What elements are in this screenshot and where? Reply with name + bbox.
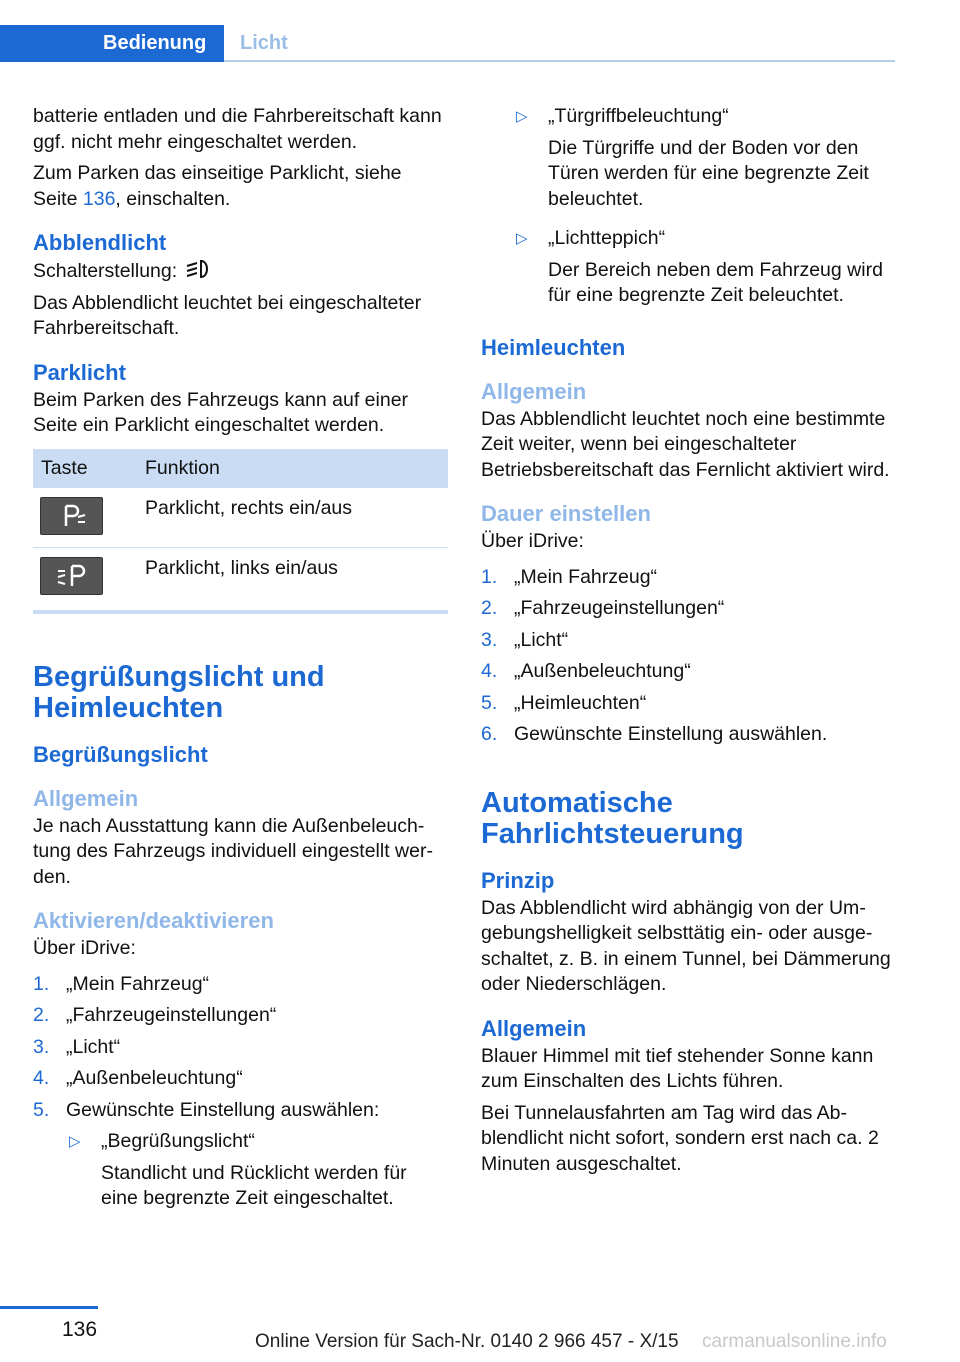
parking-light-left-icon (40, 557, 103, 595)
step-text: „Fahrzeugeinstellungen“ (514, 597, 725, 619)
paragraph: Das Abblendlicht leuchtet noch eine bestimmte Zeit weiter, wenn bei eingeschalteter Betriebsbereitschaft das Fernlicht aktiviert wird. (481, 407, 890, 481)
section-heading-heimleuchten: Heimleuchten (481, 334, 626, 360)
page-link[interactable]: 136 (82, 187, 116, 210)
triangle-bullet-icon: ▷ (516, 108, 528, 125)
list-item (33, 1003, 448, 1029)
option-title: „Lichtteppich“ (548, 227, 666, 249)
key-cell (33, 488, 141, 548)
paragraph: Über iDrive: (481, 530, 584, 552)
step-text: „Außenbeleuchtung“ (66, 1067, 243, 1089)
list-item (33, 1129, 448, 1212)
section-heading-allgemein: Allgemein (481, 1015, 587, 1041)
step-text: Gewünschte Einstellung auswählen. (514, 723, 828, 745)
right-column (481, 104, 896, 1183)
section-heading-prinzip: Prinzip (481, 867, 555, 893)
paragraph: Je nach Ausstattung kann die Außenbeleuchtung des Fahrzeugs individuell eingestellt werden. (33, 814, 433, 888)
option-title: „Begrüßungslicht“ (101, 1130, 255, 1152)
text: , einschalten. (115, 187, 231, 210)
step-number: 5. (33, 1098, 50, 1121)
sub-option-list (481, 104, 896, 309)
tab-bedienung[interactable]: Bedienung (0, 25, 224, 62)
section-heading-parklicht: Parklicht (33, 359, 126, 385)
table-header-row (33, 449, 448, 488)
list-item (481, 659, 896, 685)
switch-label: Schalterstellung: (33, 260, 178, 282)
sub-option-list (33, 1129, 448, 1212)
option-description: Die Türgriffe und der Boden vor den Türen werden für eine begrenzte Zeit beleuchtet. (548, 136, 869, 210)
left-column (33, 104, 448, 1220)
paragraph (33, 161, 448, 212)
step-number: 6. (481, 723, 498, 745)
subsection-heading-allgemein: Allgemein (33, 785, 139, 811)
low-beam-icon (183, 258, 213, 280)
step-text: „Heimleuchten“ (514, 691, 647, 714)
paragraph: Bei Tunnelausfahrten am Tag wird das Abblendlicht nicht sofort, sondern erst nach ca. 2 Minuten ausgeschaltet. (481, 1101, 879, 1175)
step-text: Gewünschte Einstellung auswählen: (66, 1098, 380, 1121)
option-title: „Türgriffbeleuchtung“ (548, 105, 729, 127)
subsection-heading-aktivieren: Aktivieren/deaktivieren (33, 908, 274, 933)
tab-licht[interactable]: Licht (240, 32, 288, 54)
column-header-funktion: Funktion (141, 449, 448, 488)
step-text: „Fahrzeugeinstellungen“ (66, 1004, 277, 1026)
page-number: 136 (62, 1318, 98, 1341)
step-number: 4. (33, 1067, 50, 1089)
page-header (0, 25, 895, 62)
step-text: „Außenbeleuchtung“ (514, 660, 691, 682)
triangle-bullet-icon: ▷ (516, 230, 528, 247)
column-header-taste: Taste (33, 449, 141, 488)
table-row (33, 488, 448, 548)
list-item (33, 1035, 448, 1061)
step-number: 4. (481, 660, 498, 682)
paragraph: Blauer Himmel mit tief stehender Sonne kann zum Einschalten des Lichts führen. (481, 1044, 874, 1092)
function-cell: Parklicht, links ein/aus (141, 548, 448, 612)
step-text: „Mein Fahrzeug“ (66, 972, 210, 995)
step-list (481, 565, 896, 748)
paragraph (33, 258, 448, 285)
triangle-bullet-icon: ▷ (69, 1133, 81, 1150)
list-item (33, 972, 448, 998)
step-text: „Mein Fahrzeug“ (514, 565, 658, 588)
step-list (33, 972, 448, 1124)
list-item (481, 596, 896, 622)
step-number: 1. (481, 565, 498, 588)
list-item (481, 104, 896, 212)
step-text: „Licht“ (514, 628, 569, 651)
step-text: „Licht“ (66, 1035, 121, 1058)
step-number: 2. (33, 1004, 50, 1026)
step-number: 5. (481, 691, 498, 714)
list-item (481, 565, 896, 591)
subsection-heading-dauer: Dauer einstellen (481, 501, 651, 526)
subsection-heading-allgemein: Allgemein (481, 378, 587, 404)
option-description: Standlicht und Rücklicht werden für eine begrenzte Zeit eingeschaltet. (101, 1161, 407, 1209)
step-number: 3. (481, 628, 498, 651)
footer-online-version: Online Version für Sach-Nr. 0140 2 966 457 - X/15 (255, 1331, 679, 1352)
text: Zum Parken das einseitige Parklicht, siehe Seite (33, 162, 402, 210)
watermark: carmanualsonline.info (702, 1331, 887, 1352)
step-number: 2. (481, 597, 498, 619)
key-cell (33, 548, 141, 612)
list-item (481, 691, 896, 717)
chapter-heading-begruessungslicht: Begrüßungslicht und Heimleuchten (33, 660, 325, 724)
list-item (33, 1066, 448, 1092)
step-number: 3. (33, 1035, 50, 1058)
list-item (481, 628, 896, 654)
step-number: 1. (33, 972, 50, 995)
section-heading-abblendlicht: Abblendlicht (33, 230, 167, 255)
paragraph: Beim Parken des Fahrzeugs kann auf einer Seite ein Parklicht eingeschaltet werden. (33, 388, 409, 436)
option-description: Der Bereich neben dem Fahrzeug wird für eine begrenzte Zeit beleuchtet. (548, 258, 883, 306)
key-function-table (33, 449, 448, 614)
chapter-heading-fahrlichtsteuerung: Automatische Fahrlichtsteuerung (481, 786, 744, 850)
list-item (481, 226, 896, 309)
list-item (481, 722, 896, 748)
paragraph: Über iDrive: (33, 937, 136, 959)
paragraph: Das Abblendlicht leuchtet bei eingeschalteter Fahrbereitschaft. (33, 291, 422, 339)
section-heading-begruessungslicht: Begrüßungslicht (33, 741, 208, 767)
parking-light-right-icon (40, 497, 103, 535)
list-item (33, 1098, 448, 1124)
paragraph: Das Abblendlicht wird abhängig von der Umgebungshelligkeit selbsttätig ein- oder ausgeschaltet, z. B. in einem Tunnel, bei Dämmerung oder Niederschlägen. (481, 896, 891, 995)
function-cell: Parklicht, rechts ein/aus (141, 488, 448, 548)
paragraph: batterie entladen und die Fahrbereitschaft kann ggf. nicht mehr eingeschaltet werden. (33, 105, 442, 153)
table-row (33, 548, 448, 612)
page-number-rule (0, 1306, 98, 1309)
